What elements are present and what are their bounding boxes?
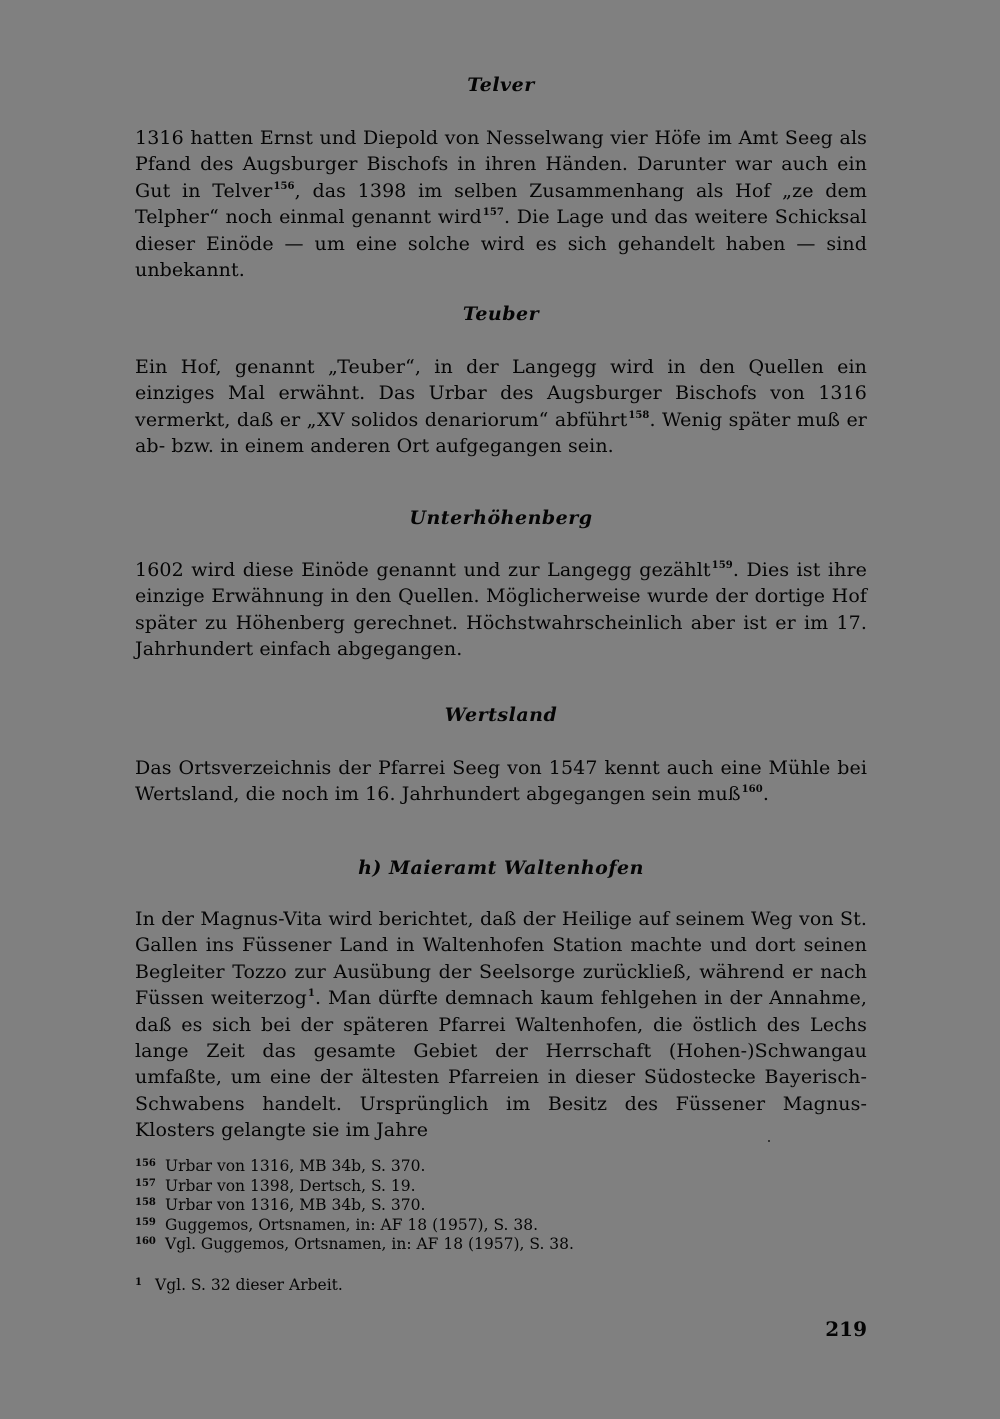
paragraph-text: Ein Hof, genannt „Teuber“, in der Langegg wird in den Quellen ein einziges Mal erwähnt. Das Urbar des Augsburger Bischofs von 1316 vermerkt, daß er „XV solidos denariorum“ abführt bbox=[135, 356, 867, 431]
footnote-157: 157 Urbar von 1398, Dertsch, S. 19. bbox=[135, 1176, 416, 1195]
section-heading-unterhoehenberg: Unterhöhenberg bbox=[409, 507, 593, 529]
paragraph-text: . Wenig später muß er ab- bzw. in einem anderen Ort aufgegangen sein. bbox=[135, 408, 867, 458]
print-speck bbox=[768, 1140, 770, 1142]
paragraph-teuber bbox=[135, 354, 867, 460]
paragraph-telver bbox=[135, 125, 867, 283]
footnote-text: Urbar von 1316, MB 34b, S. 370. bbox=[165, 1196, 426, 1214]
footnote-text: Vgl. S. 32 dieser Arbeit. bbox=[155, 1276, 343, 1294]
footnotes bbox=[135, 1157, 867, 1255]
footnote-ref[interactable]: 158 bbox=[628, 409, 650, 421]
section-heading-teuber: Teuber bbox=[462, 303, 540, 325]
footnote-text: Urbar von 1316, MB 34b, S. 370. bbox=[165, 1157, 426, 1175]
paragraph-text: . Man dürfte demnach kaum fehlgehen in der Annahme, daß es sich bei der späteren Pfarrei Waltenhofen, die östlich des Lechs lange Zeit das gesamte Gebiet der Herrschaft (Hohen-)Schwangau umfaßte, um eine der ältesten Pfarreien in dieser Südostecke Bayerisch-Schwabens handelt. Ursprünglich im Besitz des Füssener Magnus-Klosters gelangte sie im Jahre bbox=[135, 987, 867, 1142]
paragraph-text: 1316 hatten Ernst und Diepold von Nesselwang vier Höfe im Amt Seeg als Pfand des Augsburger Bischofs in ihren Händen. Darunter war auch ein Gut in Telver bbox=[135, 127, 867, 202]
paragraph-waltenhofen bbox=[135, 906, 867, 1144]
footnote-text: Vgl. Guggemos, Ortsnamen, in: AF 18 (1957), S. 38. bbox=[165, 1235, 574, 1253]
footnote-ref[interactable]: 159 bbox=[711, 560, 733, 571]
paragraph-text: , das 1398 im selben Zusammenhang als Hof „ze dem Telpher“ noch einmal genannt wird bbox=[135, 179, 867, 229]
footnote-ref[interactable]: 160 bbox=[741, 784, 763, 796]
footnote-text: Urbar von 1398, Dertsch, S. 19. bbox=[165, 1176, 416, 1195]
paragraph-unterhoehenberg bbox=[135, 557, 867, 663]
footnote-1: 1 Vgl. S. 32 dieser Arbeit. bbox=[135, 1276, 343, 1294]
footnote-ref[interactable]: 157 bbox=[482, 207, 504, 219]
section-heading-telver: Telver bbox=[467, 74, 535, 96]
footnote-160: 160 Vgl. Guggemos, Ortsnamen, in: AF 18 (1957), S. 38. bbox=[135, 1235, 574, 1253]
footnote-158: 158 Urbar von 1316, MB 34b, S. 370. bbox=[135, 1196, 426, 1214]
section-heading-wertsland: Wertsland bbox=[444, 704, 558, 726]
footnote-ref[interactable]: 1 bbox=[307, 988, 315, 1000]
paragraph-text: . Die Lage und das weitere Schicksal dieser Einöde — um eine solche wird es sich gehandelt haben — sind unbekannt. bbox=[135, 206, 867, 282]
page-number: 219 bbox=[825, 1317, 867, 1341]
footnote-159: 159 Guggemos, Ortsnamen, in: AF 18 (1957), S. 38. bbox=[135, 1215, 539, 1234]
paragraph-text: 1602 wird diese Einöde genannt und zur Langegg gezählt bbox=[135, 559, 711, 581]
footnote-text: Guggemos, Ortsnamen, in: AF 18 (1957), S. 38. bbox=[165, 1215, 539, 1234]
paragraph-text: . Dies ist ihre einzige Erwähnung in den Quellen. Möglicherweise wurde der dortige Hof später zu Höhenberg gerechnet. Höchstwahrscheinlich aber ist er im 17. Jahrhundert einfach abgegangen. bbox=[135, 559, 867, 661]
footnote-156: 156 Urbar von 1316, MB 34b, S. 370. bbox=[135, 1157, 426, 1175]
footnote-ref[interactable]: 156 bbox=[273, 180, 295, 192]
paragraph-text: Das Ortsverzeichnis der Pfarrei Seeg von 1547 kennt auch eine Mühle bei Wertsland, die noch im 16. Jahrhundert abgegangen sein muß bbox=[135, 757, 867, 806]
paragraph-text: . bbox=[762, 783, 769, 806]
section-heading-maieramt-waltenhofen: h) Maieramt Waltenhofen bbox=[358, 857, 644, 879]
paragraph-wertsland bbox=[135, 755, 867, 808]
paragraph-text: In der Magnus-Vita wird berichtet, daß der Heilige auf seinem Weg von St. Gallen ins Füssener Land in Waltenhofen Station machte und dort seinen Begleiter Tozzo zur Ausübung der Seelsorge zurückließ, während er nach Füssen weiterzog bbox=[135, 908, 867, 1010]
